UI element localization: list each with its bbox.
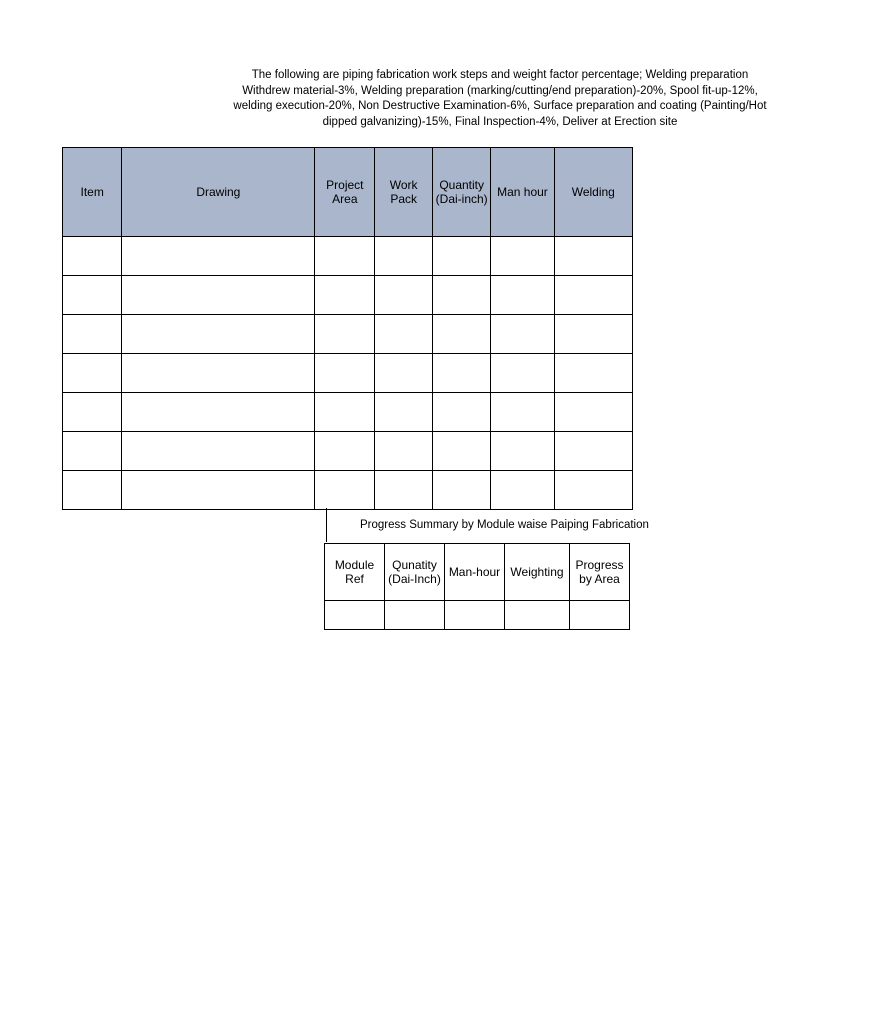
summary-cell[interactable] xyxy=(570,601,630,630)
table-cell[interactable] xyxy=(491,237,554,276)
table-cell[interactable] xyxy=(63,315,122,354)
table-cell[interactable] xyxy=(122,354,315,393)
intro-line-3: welding execution-20%, Non Destructive Examination-6%, Surface preparation and coating (Painting/Hot xyxy=(233,100,767,112)
table-cell[interactable] xyxy=(375,393,433,432)
table-cell[interactable] xyxy=(554,276,632,315)
intro-line-2: Withdrew material-3%, Welding preparation (marking/cutting/end preparation)-20%, Spool fit-up-12%, xyxy=(242,84,758,97)
table-cell[interactable] xyxy=(122,471,315,510)
summary-header-module-ref-line-2: Ref xyxy=(345,572,364,586)
summary-row xyxy=(325,601,630,630)
table-cell[interactable] xyxy=(491,315,554,354)
table-cell[interactable] xyxy=(63,471,122,510)
summary-header-progress-line-1: Progress xyxy=(575,558,624,572)
table-cell[interactable] xyxy=(491,393,554,432)
table-cell[interactable] xyxy=(315,471,375,510)
table-row xyxy=(63,237,633,276)
table-cell[interactable] xyxy=(315,237,375,276)
table-cell[interactable] xyxy=(432,276,490,315)
table-cell[interactable] xyxy=(432,471,490,510)
table-row xyxy=(63,354,633,393)
table-cell[interactable] xyxy=(122,432,315,471)
table-cell[interactable] xyxy=(63,354,122,393)
table-cell[interactable] xyxy=(554,315,632,354)
summary-cell[interactable] xyxy=(385,601,445,630)
header-project-area xyxy=(315,148,375,237)
table-row xyxy=(63,276,633,315)
table-cell[interactable] xyxy=(375,354,433,393)
table-row xyxy=(63,393,633,432)
table-cell[interactable] xyxy=(432,315,490,354)
summary-header-progress-line-2: by Area xyxy=(579,572,620,586)
table-cell[interactable] xyxy=(432,354,490,393)
summary-cell[interactable] xyxy=(445,601,505,630)
header-project-area-line-2: Area xyxy=(332,192,358,206)
table-cell[interactable] xyxy=(122,393,315,432)
table-cell[interactable] xyxy=(554,393,632,432)
table-cell[interactable] xyxy=(554,354,632,393)
table-cell[interactable] xyxy=(375,237,433,276)
table-cell[interactable] xyxy=(63,237,122,276)
summary-header-progress xyxy=(570,544,630,601)
table-cell[interactable] xyxy=(375,315,433,354)
summary-header-module-ref xyxy=(325,544,385,601)
summary-header-man-hour: Man-hour xyxy=(445,544,505,601)
table-cell[interactable] xyxy=(554,432,632,471)
header-project-area-line-1: Project xyxy=(326,178,364,192)
table-cell[interactable] xyxy=(491,432,554,471)
header-man-hour: Man hour xyxy=(491,148,554,237)
header-drawing: Drawing xyxy=(122,148,315,237)
table-cell[interactable] xyxy=(315,393,375,432)
table-row xyxy=(63,315,633,354)
summary-cell[interactable] xyxy=(325,601,385,630)
intro-line-1: The following are piping fabrication work steps and weight factor percentage; Welding preparation xyxy=(251,69,749,81)
table-cell[interactable] xyxy=(63,432,122,471)
summary-header-quantity xyxy=(385,544,445,601)
table-cell[interactable] xyxy=(63,393,122,432)
table-cell[interactable] xyxy=(375,471,433,510)
table-cell[interactable] xyxy=(122,315,315,354)
table-row xyxy=(63,432,633,471)
table-cell[interactable] xyxy=(375,432,433,471)
header-quantity xyxy=(432,148,490,237)
table-cell[interactable] xyxy=(432,432,490,471)
table-cell[interactable] xyxy=(315,432,375,471)
header-item: Item xyxy=(63,148,122,237)
summary-header-row xyxy=(325,544,630,601)
fabrication-body xyxy=(63,237,633,510)
table-cell[interactable] xyxy=(315,276,375,315)
header-work-pack-line-2: Pack xyxy=(390,192,417,206)
table-cell[interactable] xyxy=(375,276,433,315)
table-cell[interactable] xyxy=(554,471,632,510)
table-cell[interactable] xyxy=(554,237,632,276)
header-quantity-line-2: (Dai-inch) xyxy=(435,192,488,206)
intro-text xyxy=(120,68,880,130)
summary-header-quantity-line-2: (Dai-Inch) xyxy=(388,572,441,586)
header-work-pack-line-1: Work xyxy=(389,178,418,192)
table-cell[interactable] xyxy=(122,237,315,276)
intro-line-4: dipped galvanizing)-15%, Final Inspection-4%, Deliver at Erection site xyxy=(322,115,678,128)
summary-header-module-ref-line-1: Module xyxy=(334,558,375,572)
table-cell[interactable] xyxy=(491,354,554,393)
summary-title: Progress Summary by Module waise Paiping Fabrication xyxy=(326,508,726,542)
header-quantity-line-1: Quantity xyxy=(439,178,485,192)
table-cell[interactable] xyxy=(63,276,122,315)
summary-cell[interactable] xyxy=(505,601,570,630)
header-work-pack xyxy=(375,148,433,237)
table-cell[interactable] xyxy=(491,471,554,510)
fabrication-table xyxy=(62,147,633,510)
fabrication-header-row xyxy=(63,148,633,237)
table-cell[interactable] xyxy=(315,315,375,354)
table-cell[interactable] xyxy=(122,276,315,315)
table-row xyxy=(63,471,633,510)
header-welding: Welding xyxy=(554,148,632,237)
table-cell[interactable] xyxy=(432,393,490,432)
table-cell[interactable] xyxy=(432,237,490,276)
summary-header-weighting: Weighting xyxy=(505,544,570,601)
summary-table xyxy=(324,543,630,630)
table-cell[interactable] xyxy=(491,276,554,315)
summary-header-quantity-line-1: Qunatity xyxy=(392,558,437,572)
table-cell[interactable] xyxy=(315,354,375,393)
